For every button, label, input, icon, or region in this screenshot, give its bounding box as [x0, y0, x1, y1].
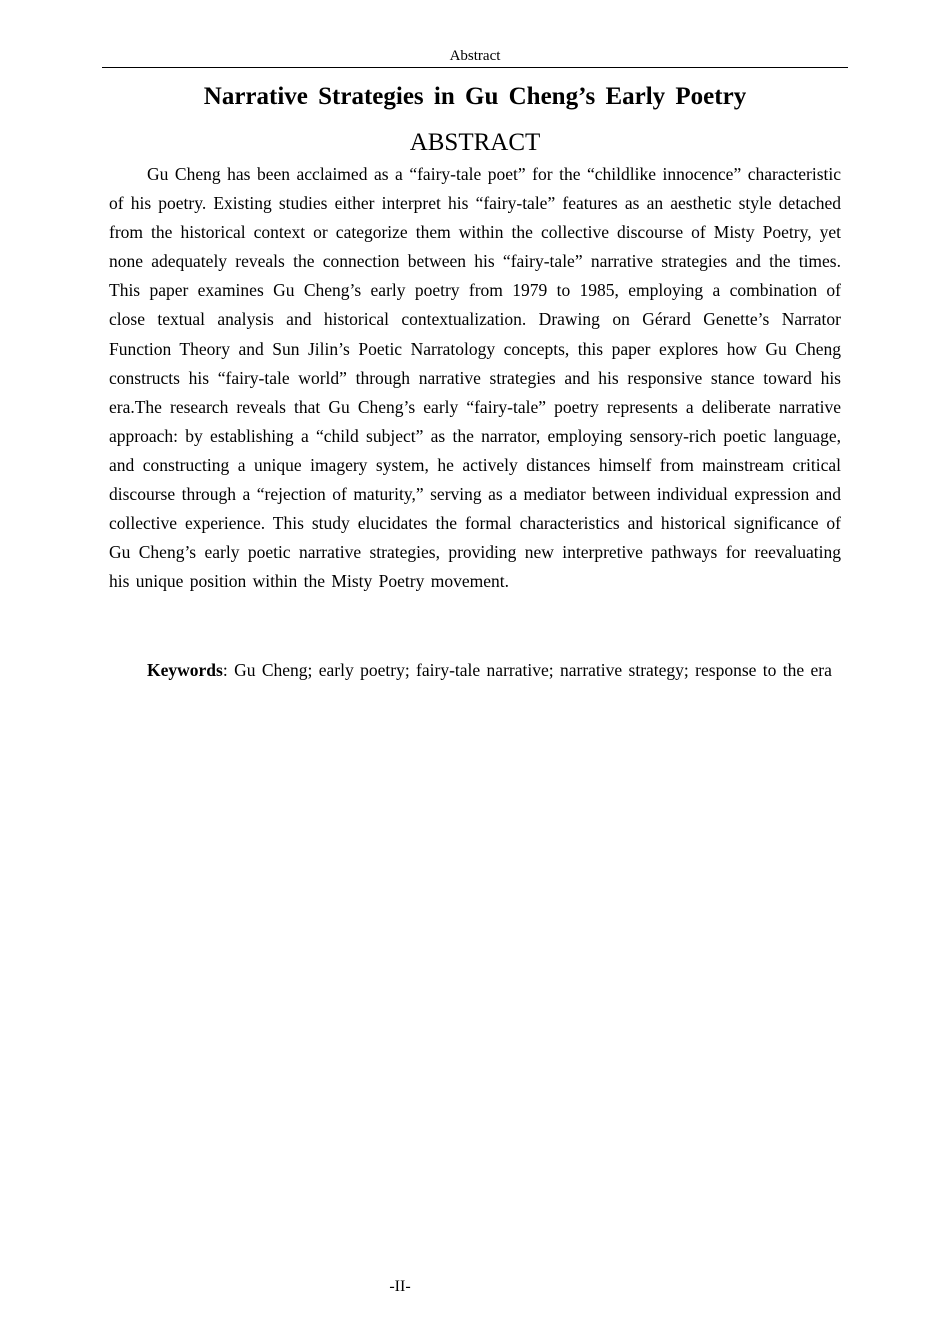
- running-header: Abstract: [449, 48, 501, 64]
- page-number: -II-: [389, 1278, 411, 1295]
- abstract-paragraph: Gu Cheng has been acclaimed as a “fairy-tale poet” for the “childlike innocence” characteristic of his poetry. Existing studies either interpret his “fairy-tale” features as an aesthetic style detached from the historical context or categorize them within the collective discourse of Misty Poetry, yet none adequately reveals the connection between his “fairy-tale” narrative strategies and the times. This paper examines Gu Cheng’s early poetry from 1979 to 1985, employing a combination of close textual analysis and historical contextualization. Drawing on Gérard Genette’s Narrator Function Theory and Sun Jilin’s Poetic Narratology concepts, this paper explores how Gu Cheng constructs his “fairy-tale world” through narrative strategies and his responsive stance toward his era.The research reveals that Gu Cheng’s early “fairy-tale” poetry represents a deliberate narrative approach: by establishing a “child subject” as the narrator, employing sensory-rich poetic language, and constructing a unique imagery system, he actively distances himself from mainstream critical discourse through a “rejection of maturity,” serving as a mediator between individual expression and collective experience. This study elucidates the formal characteristics and historical significance of Gu Cheng’s early poetic narrative strategies, providing new interpretive pathways for reevaluating his unique position within the Misty Poetry movement.: [109, 164, 841, 592]
- keywords-list: Gu Cheng; early poetry; fairy-tale narrative; narrative strategy; response to the era: [234, 660, 832, 680]
- keywords-separator: :: [222, 660, 235, 680]
- keywords-paragraph: [109, 656, 841, 685]
- abstract-heading: ABSTRACT: [409, 129, 541, 156]
- header-rule: [102, 67, 848, 68]
- paper-title: Narrative Strategies in Gu Cheng’s Early Poetry: [203, 83, 747, 110]
- keywords-label: Keywords: [147, 660, 223, 680]
